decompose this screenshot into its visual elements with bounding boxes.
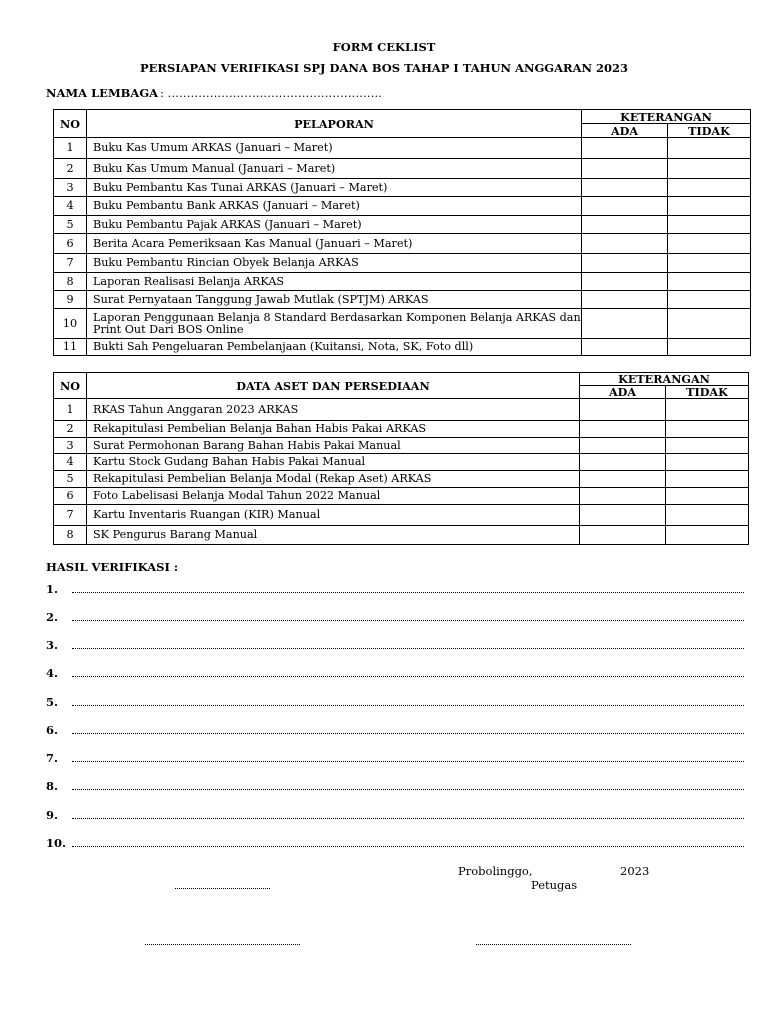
signature-line-right[interactable] [476,944,631,945]
verification-number: 9. [46,808,59,822]
row-item: Laporan Penggunaan Belanja 8 Standard Berdasarkan Komponen Belanja ARKAS dan Print Out Dari BOS Online [87,309,582,339]
row-item: SK Pengurus Barang Manual [87,526,580,545]
signature-line-left[interactable] [145,944,300,945]
verification-number: 10. [46,836,67,850]
check-cell-not-available[interactable] [668,179,751,197]
row-item: Rekapitulasi Pembelian Belanja Bahan Habis Pakai ARKAS [87,421,580,438]
row-number: 2 [54,421,87,438]
row-number: 7 [54,254,87,273]
check-cell-not-available[interactable] [668,197,751,216]
check-cell-available[interactable] [580,471,666,488]
col-header-remarks: KETERANGAN [580,373,749,386]
verification-line[interactable] [72,620,744,621]
verification-number: 3. [46,638,59,652]
check-cell-available[interactable] [582,291,668,309]
row-number: 3 [54,179,87,197]
verification-number: 6. [46,723,59,737]
verification-line[interactable] [72,761,744,762]
check-cell-not-available[interactable] [668,339,751,356]
check-cell-not-available[interactable] [668,138,751,159]
row-number: 1 [54,138,87,159]
check-cell-not-available[interactable] [668,254,751,273]
col-header-no: NO [54,373,87,399]
table-row [54,138,751,159]
table-row [54,216,751,234]
row-number: 1 [54,399,87,421]
table-row [54,197,751,216]
check-cell-available[interactable] [582,179,668,197]
row-number: 5 [54,471,87,488]
row-item: Buku Pembantu Rincian Obyek Belanja ARKAS [87,254,582,273]
verification-line[interactable] [72,648,744,649]
row-number: 8 [54,526,87,545]
row-item: Surat Pernyataan Tanggung Jawab Mutlak (SPTJM) ARKAS [87,291,582,309]
row-item: Foto Labelisasi Belanja Modal Tahun 2022 Manual [87,488,580,505]
verification-number: 5. [46,695,59,709]
check-cell-not-available[interactable] [668,159,751,179]
signature-year: 2023 [620,864,650,878]
row-item: Laporan Realisasi Belanja ARKAS [87,273,582,291]
row-number: 6 [54,234,87,254]
row-item: Buku Pembantu Kas Tunai ARKAS (Januari – Maret) [87,179,582,197]
check-cell-available[interactable] [582,197,668,216]
table-row [54,505,749,526]
check-cell-available[interactable] [582,138,668,159]
table-row [54,454,749,471]
row-number: 3 [54,438,87,454]
institution-label: NAMA LEMBAGA [46,86,159,100]
institution-field[interactable]: : ……………………………………………….. [160,86,382,100]
verification-number: 7. [46,751,59,765]
table-row [54,273,751,291]
row-number: 7 [54,505,87,526]
officer-label: Petugas [531,878,578,892]
check-cell-available[interactable] [580,421,666,438]
reporting-table [53,109,751,356]
row-item: Kartu Stock Gudang Bahan Habis Pakai Manual [87,454,580,471]
table-row [54,526,749,545]
check-cell-not-available[interactable] [668,291,751,309]
check-cell-available[interactable] [580,438,666,454]
form-subtitle: PERSIAPAN VERIFIKASI SPJ DANA BOS TAHAP I TAHUN ANGGARAN 2023 [139,61,629,75]
check-cell-not-available[interactable] [666,526,749,545]
col-header-not-available: TIDAK [666,386,749,399]
signature-place: Probolinggo, [458,864,533,878]
check-cell-not-available[interactable] [666,488,749,505]
row-item: Surat Permohonan Barang Bahan Habis Pakai Manual [87,438,580,454]
check-cell-available[interactable] [580,399,666,421]
table-row [54,421,749,438]
verification-number: 2. [46,610,59,624]
table-row [54,399,749,421]
col-header-not-available: TIDAK [668,124,751,138]
col-header-assets: DATA ASET DAN PERSEDIAAN [87,373,580,399]
row-number: 4 [54,197,87,216]
table-row [54,234,751,254]
check-cell-not-available[interactable] [668,309,751,339]
row-item: Buku Pembantu Bank ARKAS (Januari – Maret) [87,197,582,216]
col-header-no: NO [54,110,87,138]
row-number: 10 [54,309,87,339]
row-number: 8 [54,273,87,291]
check-cell-available[interactable] [582,159,668,179]
col-header-remarks: KETERANGAN [582,110,751,124]
row-item: Berita Acara Pemeriksaan Kas Manual (Januari – Maret) [87,234,582,254]
row-item: Kartu Inventaris Ruangan (KIR) Manual [87,505,580,526]
table-row [54,291,751,309]
row-number: 5 [54,216,87,234]
verification-line[interactable] [72,733,744,734]
verification-line[interactable] [72,818,744,819]
check-cell-available[interactable] [582,309,668,339]
col-header-available: ADA [582,124,668,138]
check-cell-available[interactable] [580,454,666,471]
check-cell-not-available[interactable] [668,273,751,291]
check-cell-not-available[interactable] [666,438,749,454]
check-cell-available[interactable] [582,254,668,273]
check-cell-available[interactable] [582,273,668,291]
check-cell-not-available[interactable] [666,454,749,471]
verification-number: 4. [46,666,59,680]
verification-line[interactable] [72,846,744,847]
col-header-reporting: PELAPORAN [87,110,582,138]
col-header-available: ADA [580,386,666,399]
verification-line[interactable] [72,592,744,593]
verification-number: 1. [46,582,59,596]
check-cell-not-available[interactable] [666,399,749,421]
verification-number: 8. [46,779,59,793]
check-cell-not-available[interactable] [668,234,751,254]
table-row [54,488,749,505]
row-item: Buku Kas Umum ARKAS (Januari – Maret) [87,138,582,159]
row-number: 11 [54,339,87,356]
row-item: Buku Kas Umum Manual (Januari – Maret) [87,159,582,179]
row-number: 2 [54,159,87,179]
table-row [54,254,751,273]
check-cell-available[interactable] [582,216,668,234]
check-cell-not-available[interactable] [668,216,751,234]
row-item: Buku Pembantu Pajak ARKAS (Januari – Maret) [87,216,582,234]
row-item: Bukti Sah Pengeluaran Pembelanjaan (Kuitansi, Nota, SK, Foto dll) [87,339,582,356]
verification-line[interactable] [72,705,744,706]
check-cell-available[interactable] [580,488,666,505]
row-number: 9 [54,291,87,309]
row-number: 6 [54,488,87,505]
table-row [54,438,749,454]
signature-name-line-left[interactable] [175,888,270,889]
check-cell-available[interactable] [582,234,668,254]
check-cell-not-available[interactable] [666,505,749,526]
table-row [54,471,749,488]
verification-line[interactable] [72,676,744,677]
table-row [54,309,751,339]
row-number: 4 [54,454,87,471]
verification-heading: HASIL VERIFIKASI : [46,560,179,574]
row-item: RKAS Tahun Anggaran 2023 ARKAS [87,399,580,421]
form-title: FORM CEKLIST [332,40,436,54]
check-cell-available[interactable] [580,526,666,545]
check-cell-available[interactable] [582,339,668,356]
check-cell-not-available[interactable] [666,421,749,438]
row-item: Rekapitulasi Pembelian Belanja Modal (Rekap Aset) ARKAS [87,471,580,488]
table-row [54,339,751,356]
assets-table [53,372,749,545]
verification-line[interactable] [72,789,744,790]
table-row [54,179,751,197]
check-cell-available[interactable] [580,505,666,526]
table-row [54,159,751,179]
check-cell-not-available[interactable] [666,471,749,488]
